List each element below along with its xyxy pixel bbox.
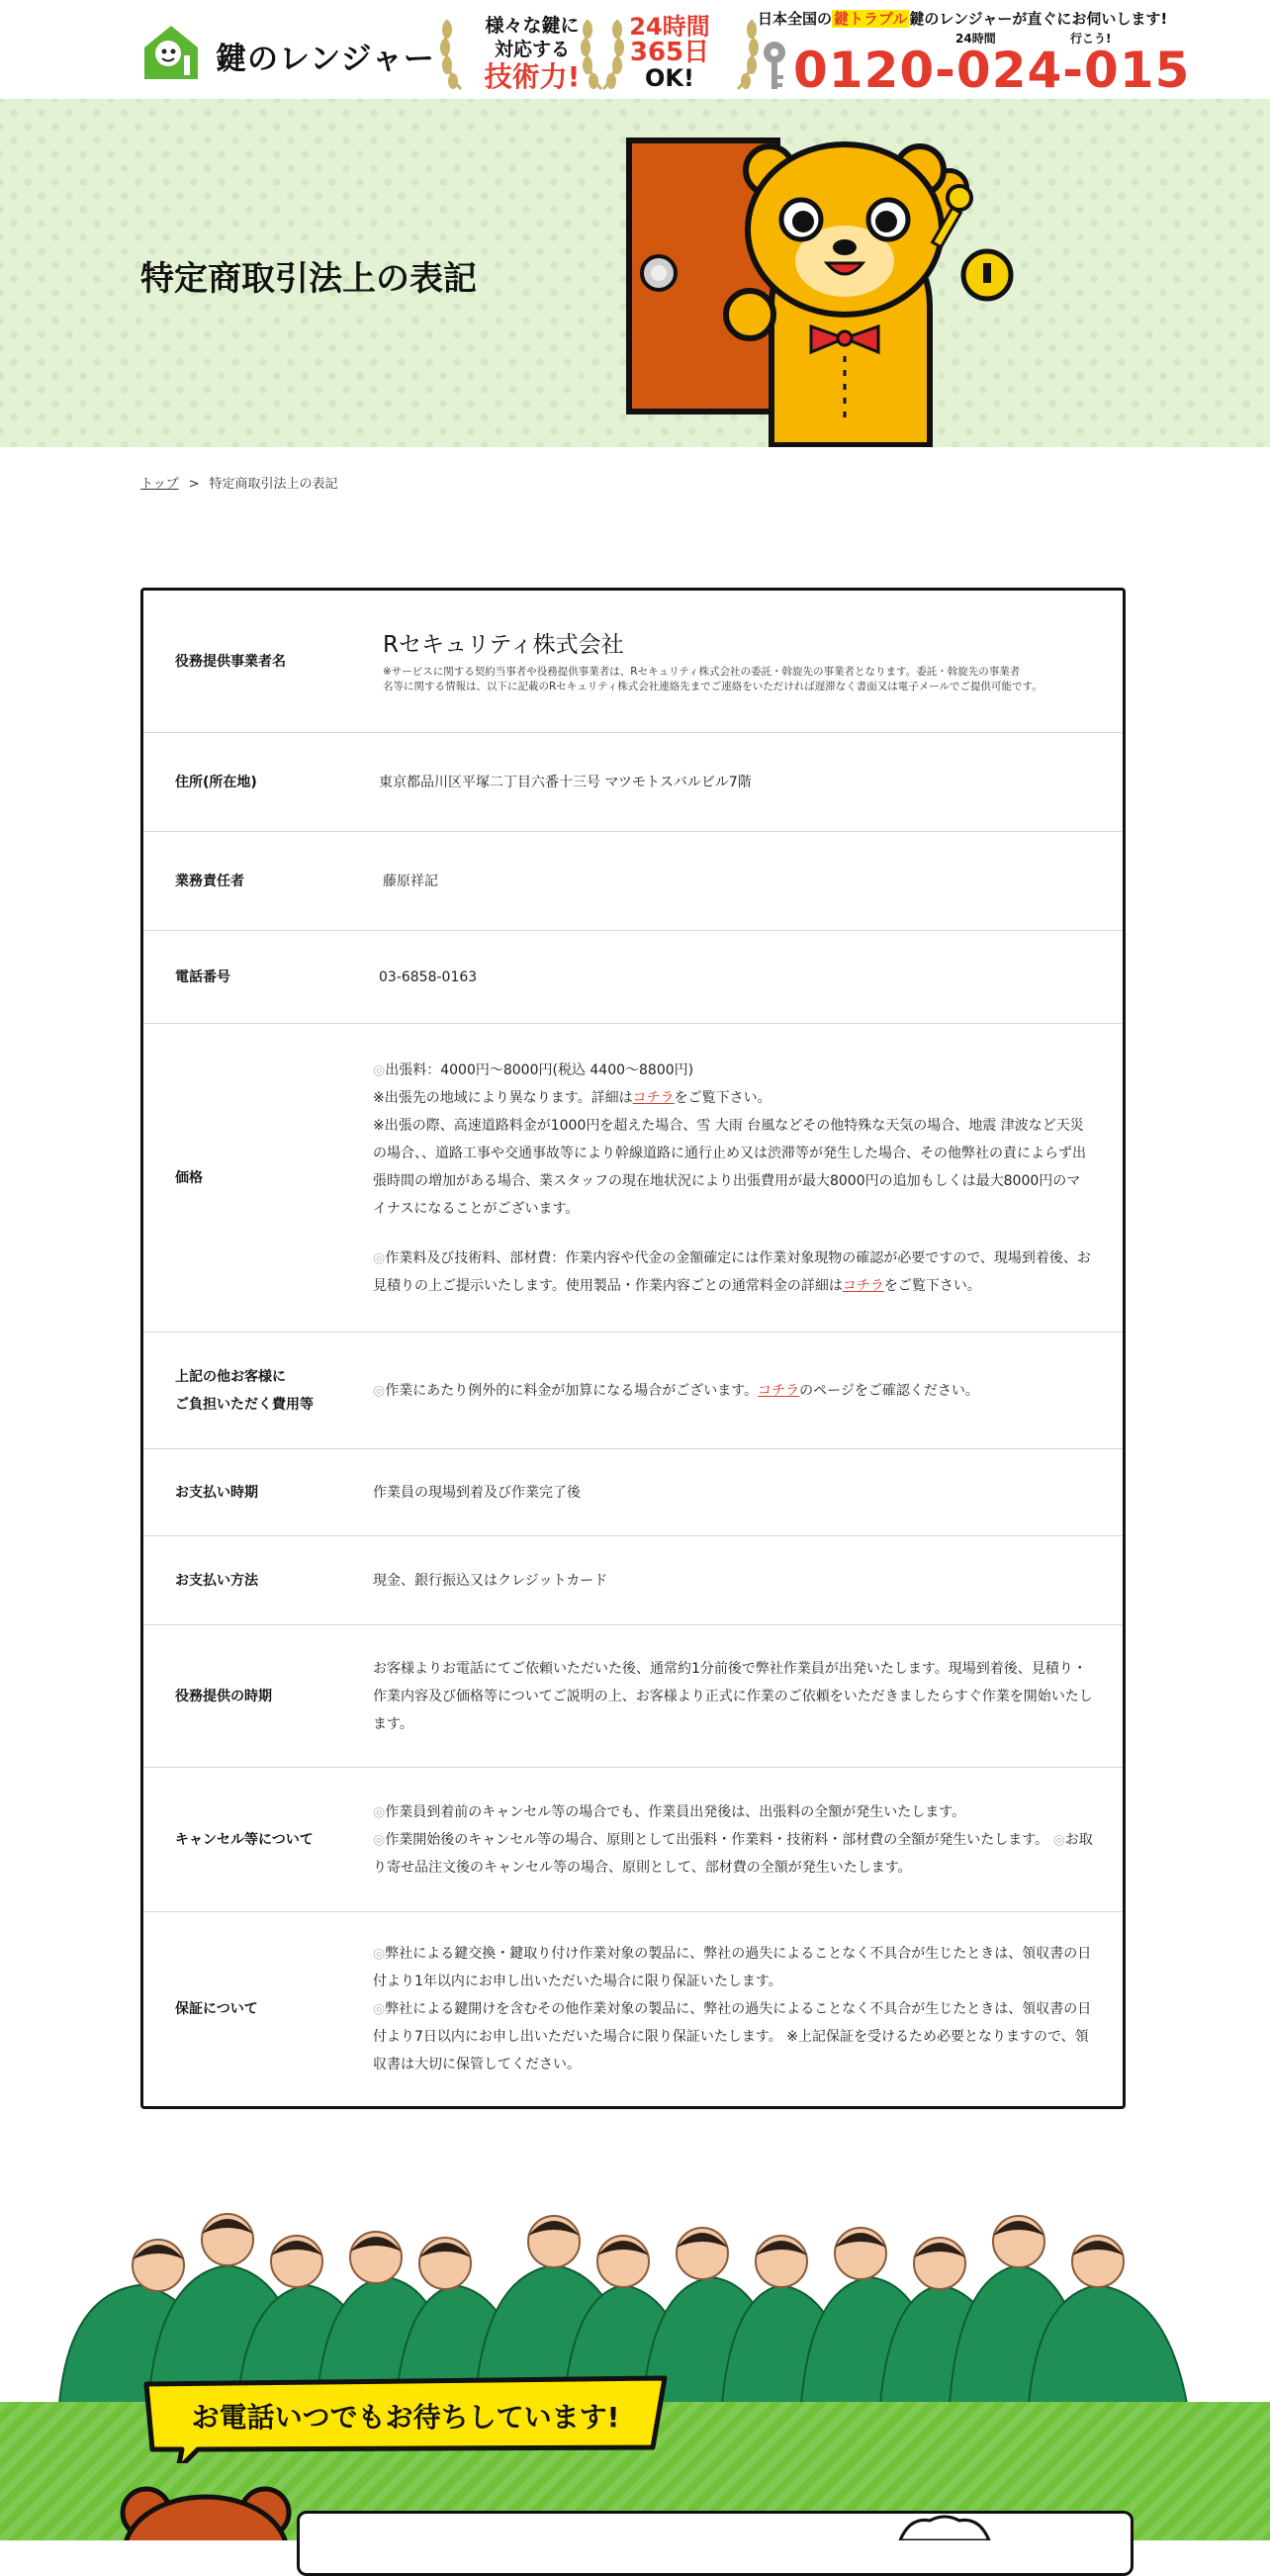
cancel-l3-text: お取り寄せ品注文後のキャンセル等の場合、原則として、部材費の全額が発生いたします。 <box>373 1831 1093 1876</box>
badge2-line3: OK! <box>645 64 694 92</box>
row-label: 価格 <box>175 1169 203 1186</box>
row-label: 住所(所在地) <box>175 774 257 790</box>
phone-tagline <box>758 8 1167 29</box>
table-row <box>143 1768 1123 1912</box>
other-fees-text-a: 作業にあたり例外的に料金が加算になる場合がございます。 <box>385 1382 759 1399</box>
fee-detail-link[interactable]: コチラ <box>842 1277 884 1294</box>
page-hero <box>0 99 1270 447</box>
warranty-line-1: ◎弊社による鍵交換・鍵取り付け作業対象の製品に、弊社の過失によることなく不具合が生じたときは、領収書の日付より1年以内にお申し出いただいた場合に限り保証いたします。 <box>373 1946 1092 1989</box>
row-label: 電話番号 <box>175 968 230 985</box>
tagline-prefix: 日本全国の <box>758 10 833 28</box>
table-row <box>143 1449 1123 1536</box>
area-detail-link[interactable]: コチラ <box>632 1089 675 1106</box>
wolf-mascot-icon <box>890 2513 999 2540</box>
other-fees-label-1: 上記の他お客様に <box>175 1368 286 1385</box>
table-row <box>143 1625 1123 1768</box>
cancel-l1-text: 作業員到着前のキャンセル等の場合でも、作業員出発後は、出張料の全額が発生いたします。 <box>385 1803 966 1820</box>
phone-value: 03-6858-0163 <box>379 968 478 985</box>
row-label <box>175 1333 363 1448</box>
badge1-line2: 対応する <box>494 39 570 60</box>
staff-group-photo <box>0 2186 1270 2404</box>
row-value <box>373 1449 1093 1535</box>
price-l4a-text: 作業料及び技術料、部材費：作業内容や代金の金額確定には作業対象現物の確認が必要ですので、現場到着後、お見積りの上ご提示いたします。使用製品・作業内容ごとの通常料金の詳細は <box>373 1249 1091 1294</box>
table-row <box>143 591 1123 733</box>
row-label: お支払い方法 <box>175 1572 258 1589</box>
company-name: Rセキュリティ株式会社 <box>383 631 624 658</box>
address-value: 東京都品川区平塚二丁目六番十三号 マツモトスバルビル7階 <box>379 774 752 790</box>
cancel-line-2: ◎作業開始後のキャンセル等の場合、原則として出張料・作業料・技術料・部材費の全額が発生いたします。 ◎お取り寄せ品注文後のキャンセル等の場合、原則として、部材費の全額が発生いたします。 <box>373 1831 1093 1876</box>
bear-mascot-icon <box>107 2483 305 2540</box>
tagline-highlight: 鍵トラブル <box>834 10 908 28</box>
warranty-l1-text: 弊社による鍵交換・鍵取り付け作業対象の製品に、弊社の過失によることなく不具合が生じたときは、領収書の日付より1年以内にお申し出いただいた場合に限り保証いたします。 <box>373 1946 1092 1989</box>
breadcrumb-current: 特定商取引法上の表記 <box>209 477 338 492</box>
price-l4b-text: をご覧下さい。 <box>883 1277 981 1294</box>
phone-cta[interactable] <box>758 4 1191 99</box>
tel-note-go: 行こう! <box>1070 32 1112 46</box>
page-title: 特定商取引法上の表記 <box>140 259 477 299</box>
price-line-2 <box>373 1084 1093 1112</box>
price-line-1: ◎出張料：4000円〜8000円(税込 4400〜8800円) <box>373 1061 694 1078</box>
company-note-2: 名等に関する情報は、以下に記載のRセキュリティ株式会社連絡先までご連絡をいただければ遅滞なく書面又は電子メールでご提供可能です。 <box>383 680 1043 692</box>
row-label: 業務責任者 <box>175 873 244 889</box>
price-l2a-text: ※出張先の地域により異なります。詳細は <box>373 1089 633 1106</box>
table-row <box>143 931 1123 1024</box>
pay-method-value: 現金、銀行振込又はクレジットカード <box>373 1572 608 1589</box>
service-time-value: お客様よりお電話にてご依頼いただいた後、通常約1分前後で弊社作業員が出発いたします。現場到着後、見積り・作業内容及び価格等についてご説明の上、お客様より正式に作業のご依頼をいただきましたらすぐ作業を開始いたします。 <box>373 1660 1093 1732</box>
row-value <box>373 1768 1093 1911</box>
row-value <box>373 591 1093 732</box>
key-icon <box>760 40 789 91</box>
logo-text: 鍵のレンジャー <box>216 42 435 77</box>
price-l2b-text: をご覧下さい。 <box>674 1089 771 1106</box>
badge1-line1: 様々な鍵に <box>485 15 580 37</box>
table-row <box>143 1333 1123 1449</box>
badge1-line3: 技術力! <box>484 60 581 93</box>
breadcrumb-home-link[interactable]: トップ <box>140 477 179 492</box>
table-row <box>143 733 1123 832</box>
row-value <box>373 1024 1093 1332</box>
hours-badge <box>576 6 764 95</box>
price-line-4: ◎作業料及び技術料、部材費：作業内容や代金の金額確定には作業対象現物の確認が必要ですので、現場到着後、お見積りの上ご提示いたします。使用製品・作業内容ごとの通常料金の詳細はコチラをご覧下さい。 <box>373 1249 1091 1294</box>
row-value <box>373 1333 1093 1448</box>
tagline-suffix: 鍵のレンジャーが直ぐにお伺いします! <box>909 10 1168 28</box>
call-callout <box>138 2374 673 2463</box>
other-fees-value: ◎作業にあたり例外的に料金が加算になる場合がございます。コチラのページをご確認ください。 <box>373 1382 979 1399</box>
row-value <box>373 733 1093 831</box>
row-label: 保証について <box>175 2001 258 2017</box>
row-value <box>373 1912 1093 2106</box>
tel-note-24h: 24時間 <box>955 32 996 46</box>
row-value <box>373 1625 1093 1767</box>
company-note-1: ※サービスに関する契約当事者や役務提供事業者は、Rセキュリティ株式会社の委託・斡旋先の事業者となります。委託・斡旋先の事業者 <box>383 665 1021 678</box>
row-value <box>373 832 1093 930</box>
price-l1-text: 出張料：4000円〜8000円(税込 4400〜8800円) <box>385 1061 694 1078</box>
warranty-l2-text: 弊社による鍵開けを含むその他作業対象の製品に、弊社の過失によることなく不具合が生じたときは、領収書の日付より7日以内にお申し出いただいた場合に限り保証いたします。 ※上記保証を受けるため必要となりますので、領収書は大切に保管してください。 <box>373 2001 1092 2072</box>
table-row <box>143 1912 1123 2106</box>
phone-number[interactable]: 0120-024-015 <box>793 42 1191 99</box>
bear-mascot-illustration <box>623 129 1039 447</box>
price-line-3: ※出張の際、高速道路料金が1000円を超えた場合、雪 大雨 台風などその他特殊な天気の場合、地震 津波など天災の場合、、道路工事や交通事故等により幹線道路に通行止め又は渋滞等が発生した場合、その他弊社の責によらず出張時間の増加がある場合、業スタッフの現在地状況により出張費用が最大8000円の追加もしくは最大8000円のマイナスになることがございます。 <box>373 1117 1086 1217</box>
row-label: 役務提供事業者名 <box>175 653 286 670</box>
logo[interactable] <box>138 20 435 83</box>
badge2-line2: 365日 <box>629 38 710 67</box>
company-note <box>383 665 1093 694</box>
logo-house-icon <box>138 20 204 83</box>
extra-fee-link[interactable]: コチラ <box>758 1382 800 1399</box>
other-fees-text-b: のページをご確認ください。 <box>799 1382 979 1399</box>
contact-card <box>297 2511 1134 2576</box>
row-value <box>373 1536 1093 1624</box>
table-row <box>143 832 1123 931</box>
breadcrumb-separator: > <box>188 477 200 492</box>
pay-time-value: 作業員の現場到着及び作業完了後 <box>373 1484 581 1501</box>
row-label: お支払い時期 <box>175 1484 258 1501</box>
table-row <box>143 1024 1123 1333</box>
breadcrumb <box>140 473 338 492</box>
badge2-line1: 24時間 <box>629 13 710 41</box>
warranty-line-2: ◎弊社による鍵開けを含むその他作業対象の製品に、弊社の過失によることなく不具合が生じたときは、領収書の日付より7日以内にお申し出いただいた場合に限り保証いたします。 ※上記保証を受けるため必要となりますので、領収書は大切に保管してください。 <box>373 2001 1092 2072</box>
site-header <box>0 0 1270 99</box>
cancel-line-1: ◎作業員到着前のキャンセル等の場合でも、作業員出発後は、出張料の全額が発生いたします。 <box>373 1803 966 1820</box>
table-row <box>143 1536 1123 1625</box>
manager-value: 藤原祥記 <box>383 873 438 889</box>
legal-info-table <box>140 588 1126 2109</box>
other-fees-label-2: ご負担いただく費用等 <box>175 1396 314 1413</box>
row-value <box>373 931 1093 1023</box>
cancel-l2-text: 作業開始後のキャンセル等の場合、原則として出張料・作業料・技術料・部材費の全額が発生いたします。 <box>385 1831 1049 1848</box>
callout-text: お電話いつでもお待ちしています! <box>191 2401 620 2434</box>
row-label: 役務提供の時期 <box>175 1688 272 1704</box>
row-label: キャンセル等について <box>175 1831 314 1848</box>
